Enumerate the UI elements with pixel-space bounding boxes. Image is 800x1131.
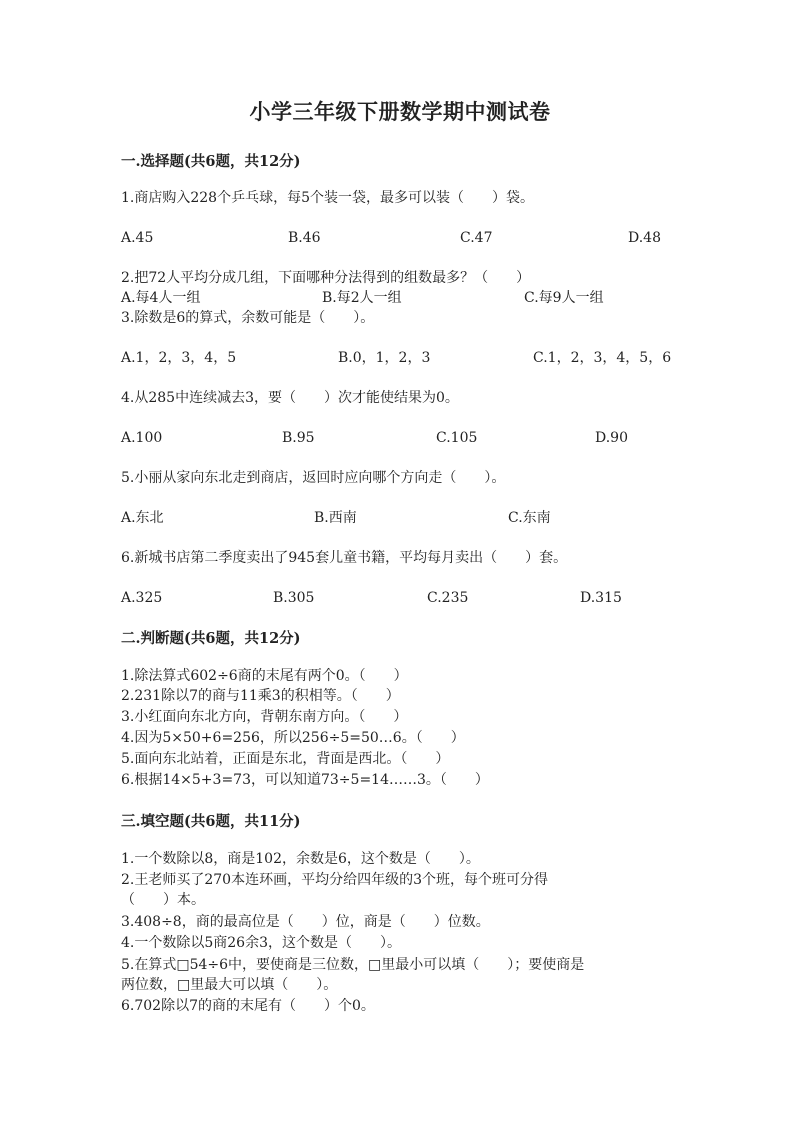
option-d: D.315	[580, 590, 622, 606]
option-d: D.48	[628, 230, 661, 246]
section-heading-choice: 一.选择题(共6题，共12分)	[121, 153, 301, 170]
option-b: B.西南	[314, 510, 357, 526]
option-c: C.105	[436, 430, 478, 446]
option-b: B.305	[273, 590, 315, 606]
question-stem: 4.从285中连续减去3，要（ ）次才能使结果为0。	[121, 390, 459, 406]
option-c: C.每9人一组	[524, 290, 604, 306]
option-a: A.1，2，3，4，5	[121, 350, 237, 366]
option-a: A.325	[121, 590, 163, 606]
judge-item: 1.除法算式602÷6商的末尾有两个0。（ ）	[121, 668, 408, 684]
option-d: D.90	[595, 430, 628, 446]
option-c: C.235	[427, 590, 469, 606]
judge-item: 3.小红面向东北方向，背朝东南方向。（ ）	[121, 709, 408, 725]
section-heading-judge: 二.判断题(共6题，共12分)	[121, 630, 301, 647]
option-c: C.47	[460, 230, 493, 246]
judge-item: 2.231除以7的商与11乘3的积相等。（ ）	[121, 688, 400, 704]
judge-item: 6.根据14×5+3=73，可以知道73÷5=14……3。（ ）	[121, 772, 489, 788]
page-title: 小学三年级下册数学期中测试卷	[249, 99, 551, 124]
fill-line: 1.一个数除以8，商是102，余数是6，这个数是（ ）。	[121, 851, 480, 867]
option-c: C.东南	[508, 510, 551, 526]
section-heading-fill: 三.填空题(共6题，共11分)	[121, 813, 301, 830]
option-b: B.每2人一组	[322, 290, 402, 306]
question-stem: 6.新城书店第二季度卖出了945套儿童书籍，平均每月卖出（ ）套。	[121, 550, 568, 566]
fill-line: 4.一个数除以5商26余3，这个数是（ ）。	[121, 935, 401, 951]
option-b: B.95	[282, 430, 315, 446]
judge-item: 5.面向东北站着，正面是东北，背面是西北。（ ）	[121, 751, 450, 767]
question-stem: 5.小丽从家向东北走到商店，返回时应向哪个方向走（ ）。	[121, 470, 506, 486]
judge-item: 4.因为5×50+6=256，所以256÷5=50…6。（ ）	[121, 730, 465, 746]
fill-line: 6.702除以7的商的末尾有（ ）个0。	[121, 998, 375, 1014]
question-stem: 2.把72人平均分成几组，下面哪种分法得到的组数最多？（ ）	[121, 270, 531, 286]
fill-line: （ ）本。	[121, 892, 205, 908]
option-a: A.45	[121, 230, 154, 246]
fill-line: 3.408÷8，商的最高位是（ ）位，商是（ ）位数。	[121, 914, 490, 930]
option-a: A.东北	[121, 510, 164, 526]
fill-line: 两位数，□里最大可以填（ ）。	[121, 977, 338, 993]
option-a: A.100	[121, 430, 163, 446]
fill-line: 2.王老师买了270本连环画，平均分给四年级的3个班，每个班可分得	[121, 872, 548, 888]
option-b: B.0，1，2，3	[338, 350, 431, 366]
question-stem: 3.除数是6的算式，余数可能是（ ）。	[121, 310, 375, 326]
option-a: A.每4人一组	[121, 290, 201, 306]
fill-line: 5.在算式□54÷6中，要使商是三位数，□里最小可以填（ ）；要使商是	[121, 957, 585, 973]
option-c: C.1，2，3，4，5，6	[533, 350, 672, 366]
question-stem: 1.商店购入228个乒乓球，每5个装一袋，最多可以装（ ）袋。	[121, 190, 534, 206]
option-b: B.46	[288, 230, 321, 246]
